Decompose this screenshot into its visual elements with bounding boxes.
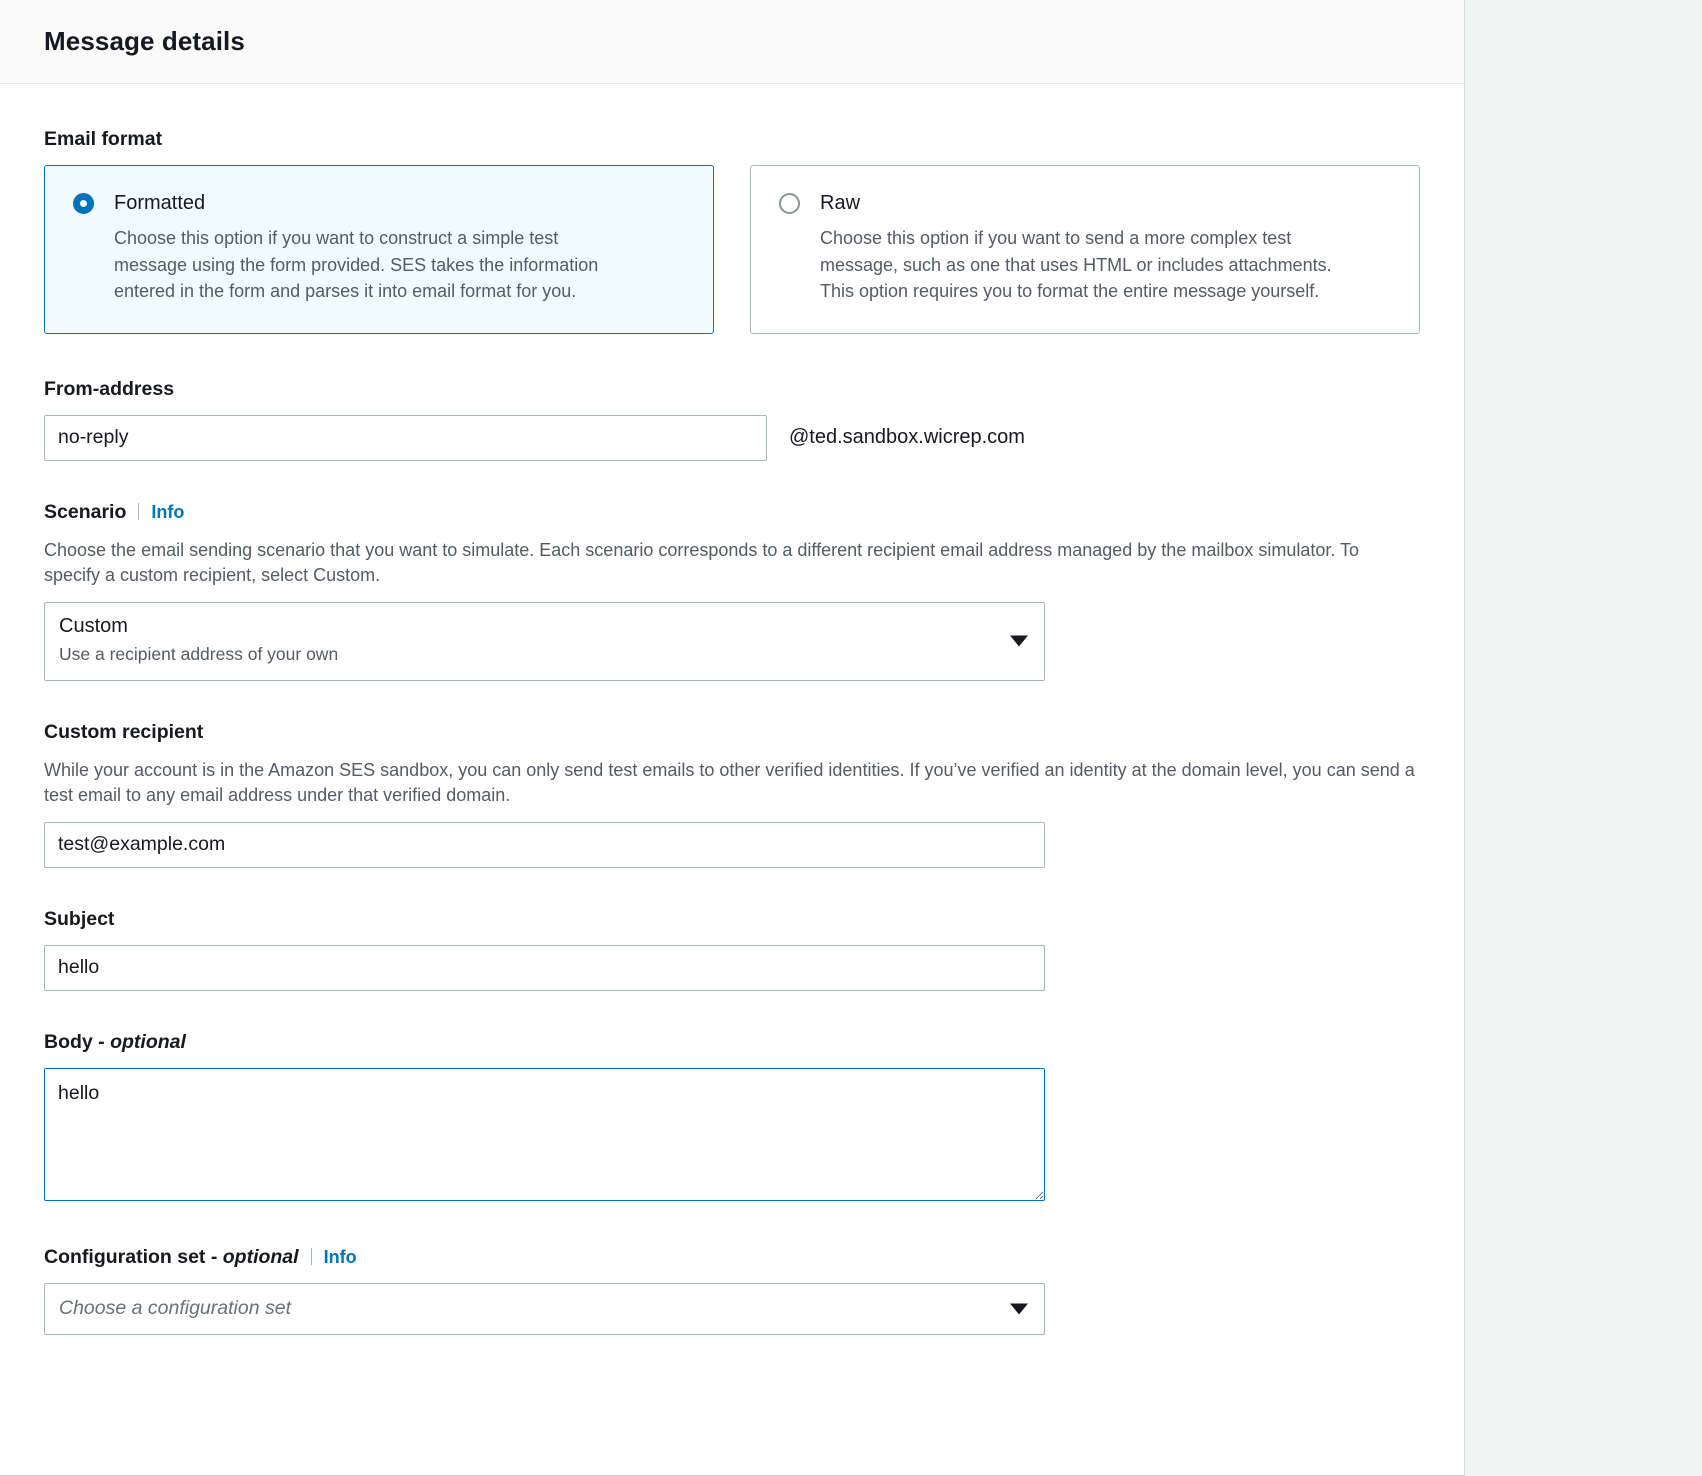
configuration-set-label-optional: optional [222, 1245, 299, 1268]
radio-tile-raw-title: Raw [820, 192, 861, 214]
email-format-section [44, 128, 1420, 334]
scenario-select-description: Use a recipient address of your own [59, 643, 339, 664]
from-address-domain-suffix: @ted.sandbox.wicrep.com [789, 426, 1025, 448]
panel-header [0, 0, 1464, 84]
label-divider [311, 1248, 312, 1265]
radio-tile-formatted-title: Formatted [114, 192, 206, 214]
configuration-set-label [44, 1246, 299, 1269]
configuration-set-info-link[interactable]: Info [323, 1246, 357, 1267]
configuration-set-placeholder: Choose a configuration set [59, 1296, 291, 1319]
configuration-set-label-row [44, 1246, 1420, 1269]
scenario-helper-text: Choose the email sending scenario that you want to simulate. Each scenario corresponds to a different recipient email address managed by the mailbox simulator. To specify a custom recipient, select Custom. [44, 539, 1360, 585]
body-label-text: Body - [44, 1030, 111, 1053]
subject-input[interactable] [44, 945, 1045, 991]
custom-recipient-label: Custom recipient [44, 720, 204, 743]
custom-recipient-section [44, 721, 1420, 868]
body-label [44, 1031, 186, 1054]
from-address-input[interactable] [44, 415, 767, 461]
radio-formatted-icon[interactable] [73, 193, 94, 214]
radio-tile-raw-description: Choose this option if you want to send a more complex test message, such as one that uses HTML or includes attachments. This option requires you to format the entire message yourself. [820, 228, 1332, 301]
panel-body [0, 84, 1464, 1335]
custom-recipient-helper-text: While your account is in the Amazon SES sandbox, you can only send test emails to other verified identities. If you’ve verified an identity at the domain level, you can send a test email to any email address under that verified domain. [44, 759, 1415, 805]
scenario-select[interactable] [44, 602, 1045, 681]
scenario-select-value: Custom [59, 614, 128, 637]
chevron-down-icon[interactable] [1010, 1303, 1028, 1314]
scenario-section [44, 501, 1420, 681]
configuration-set-label-text: Configuration set - [44, 1245, 223, 1268]
chevron-down-icon[interactable] [1010, 636, 1028, 647]
radio-tile-formatted-head [73, 192, 685, 215]
radio-tile-formatted[interactable] [44, 165, 714, 334]
subject-section [44, 908, 1420, 991]
configuration-set-select[interactable] [44, 1283, 1045, 1335]
label-divider [138, 503, 139, 520]
scenario-label: Scenario [44, 500, 127, 523]
radio-tile-raw[interactable] [750, 165, 1420, 334]
configuration-set-section [44, 1246, 1420, 1335]
body-section [44, 1031, 1420, 1206]
radio-tile-raw-head [779, 192, 1391, 215]
radio-raw-icon[interactable] [779, 193, 800, 214]
from-address-label: From-address [44, 377, 175, 400]
body-label-row [44, 1031, 1420, 1054]
radio-tile-formatted-description: Choose this option if you want to construct a simple test message using the form provided. SES takes the information entered in the form and parses it into email format for you. [114, 228, 599, 301]
page-title: Message details [44, 26, 245, 56]
scenario-info-link[interactable]: Info [151, 501, 185, 522]
subject-label: Subject [44, 907, 115, 930]
body-label-optional: optional [110, 1030, 186, 1053]
scenario-label-row [44, 501, 1420, 524]
from-address-section [44, 378, 1420, 461]
email-format-label: Email format [44, 128, 163, 150]
custom-recipient-input[interactable] [44, 822, 1045, 868]
from-address-row [44, 415, 1420, 461]
email-format-options [44, 165, 1420, 334]
body-textarea[interactable] [44, 1068, 1045, 1201]
